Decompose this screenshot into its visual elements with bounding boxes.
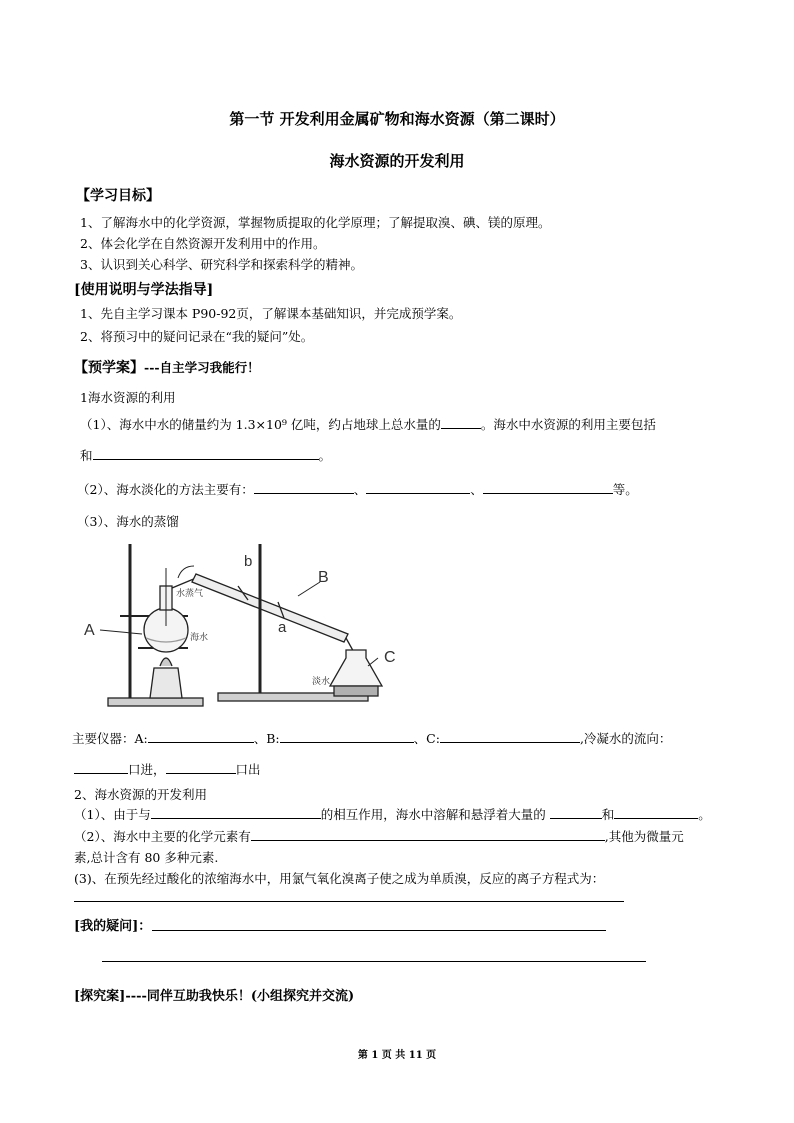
label-freshwater: 淡水 <box>312 677 331 687</box>
explore-row <box>74 985 354 1004</box>
blank-water-out[interactable] <box>166 761 236 774</box>
page-title: 第一节 开发利用金属矿物和海水资源（第二课时） <box>229 110 565 128</box>
blank-instrument-a[interactable] <box>148 730 254 743</box>
objectives-heading: 【学习目标】 <box>76 188 160 204</box>
blank-instrument-c[interactable] <box>440 730 580 743</box>
label-seawater: 海水 <box>190 633 209 643</box>
guide-item: 1、先自主学习课本 P90-92页，了解课本基础知识，并完成预学案。 <box>80 306 462 321</box>
vapor-arrow <box>178 566 194 578</box>
left-stand-base <box>108 698 203 706</box>
label-b: B <box>318 569 329 586</box>
preview-heading-row <box>74 357 260 377</box>
question-1: （1）、海水中水的储量约为 1.3×10⁹ 亿吨，约占地球上总水量的 。海水中水资源的利用主要包括 <box>80 417 656 432</box>
question-2: （2）、海水淡化的方法主要有： 、 、 等。 <box>77 482 638 497</box>
my-question-label: [我的疑问]： <box>74 919 152 934</box>
question-1-cont: 和 。 <box>80 448 332 463</box>
section-1-title: 1海水资源的利用 <box>80 390 176 405</box>
flask-block <box>334 686 378 696</box>
answer-line-equation[interactable] <box>74 901 624 902</box>
page-footer: 第 1 页 共 11 页 <box>357 1050 437 1061</box>
question-3: （3）、海水的蒸馏 <box>77 514 179 529</box>
water-flow-line: 口进， 口出 <box>74 760 261 778</box>
side-arm <box>172 578 196 588</box>
pointer-b <box>298 582 320 596</box>
preview-heading: 【预学案】 <box>74 360 144 376</box>
distillation-apparatus-diagram <box>78 538 408 718</box>
question-line-1[interactable] <box>152 930 606 931</box>
blank-desal-1[interactable] <box>254 481 354 494</box>
blank-interaction[interactable] <box>151 806 321 819</box>
instruments-line: 主要仪器：A: 、B: 、C: ,冷凝水的流向： <box>72 731 672 746</box>
section-2-title: 2、海水资源的开发利用 <box>74 787 207 802</box>
blank-desal-3[interactable] <box>483 481 613 494</box>
explore-suffix: ----同伴互助我快乐！(小组探究并交流) <box>125 989 355 1004</box>
receiving-flask <box>330 650 382 686</box>
s2-question-2: （2）、海水中主要的化学元素有 ,其他为微量元 <box>74 829 684 844</box>
blank-instrument-b[interactable] <box>280 730 414 743</box>
blank-desal-2[interactable] <box>366 481 470 494</box>
label-c: C <box>384 649 396 666</box>
guide-item: 2、将预习中的疑问记录在“我的疑问”处。 <box>80 329 314 344</box>
pointer-a <box>100 630 142 634</box>
objective-item: 1、了解海水中的化学资源，掌握物质提取的化学原理；了解提取溴、碘、镁的原理。 <box>80 215 551 230</box>
blank-water-ratio[interactable] <box>441 416 481 429</box>
guide-heading: [使用说明与学法指导] <box>74 282 214 298</box>
question-line-2[interactable] <box>102 961 646 962</box>
label-vapor: 水蒸气 <box>176 589 204 599</box>
burner <box>150 668 182 698</box>
blank-main-elements[interactable] <box>251 828 605 841</box>
label-a-small: a <box>278 619 287 636</box>
preview-heading-suffix: ---自主学习我能行！ <box>144 360 260 375</box>
blank-water-use[interactable] <box>93 447 319 460</box>
blank-water-in[interactable] <box>74 761 128 774</box>
page-subtitle: 海水资源的开发利用 <box>329 152 465 170</box>
label-a: A <box>84 622 95 639</box>
pointer-c <box>368 658 378 666</box>
s2-question-3: (3)、在预先经过酸化的浓缩海水中，用氯气氧化溴离子使之成为单质溴，反应的离子方程式为： <box>74 871 605 886</box>
s2-question-2-cont: 素,总计含有 80 多种元素. <box>74 850 219 865</box>
objective-item: 3、认识到关心科学、研究科学和探索科学的精神。 <box>80 257 363 272</box>
s2-question-1: （1）、由于与 的相互作用，海水中溶解和悬浮着大量的 和 。 <box>74 807 711 822</box>
blank-dissolved[interactable] <box>550 806 602 819</box>
blank-suspended[interactable] <box>614 806 698 819</box>
explore-label: [探究案] <box>74 989 126 1004</box>
objective-item: 2、体会化学在自然资源开发利用中的作用。 <box>80 236 326 251</box>
flame <box>160 658 172 666</box>
label-b-small: b <box>244 553 253 570</box>
